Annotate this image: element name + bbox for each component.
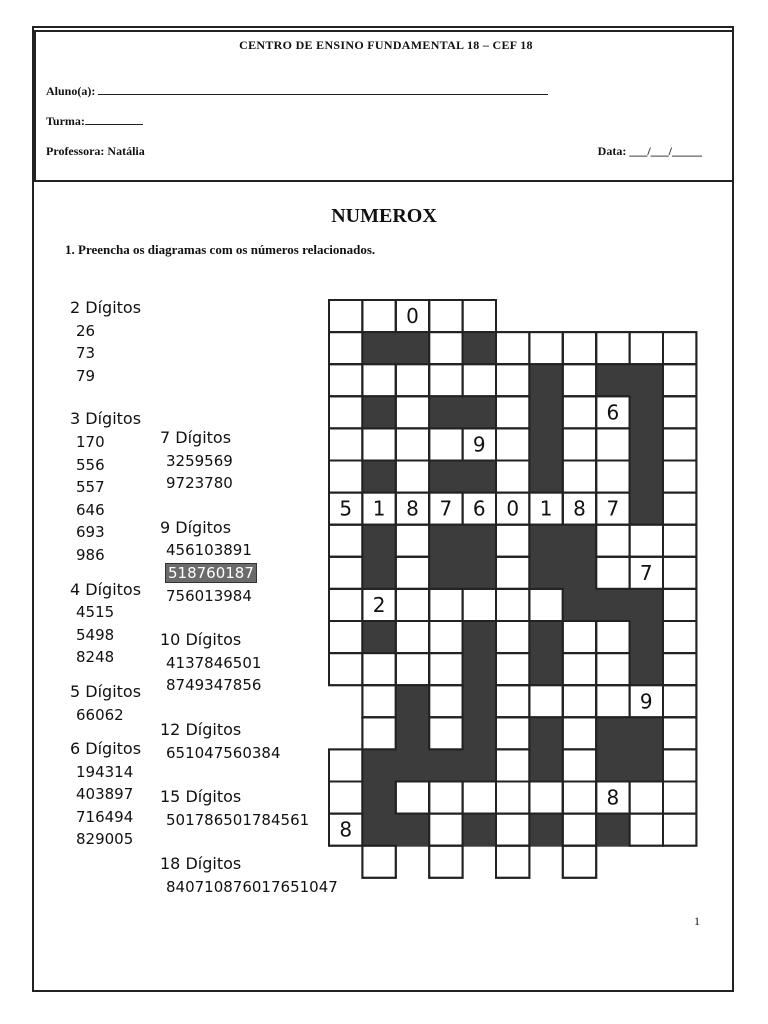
grid-cell[interactable]: [496, 685, 529, 717]
grid-cell[interactable]: [329, 461, 362, 493]
list-item: 840710876017651047: [166, 877, 338, 896]
grid-cell-blocked: [529, 364, 562, 396]
grid-cell-blocked: [396, 717, 429, 749]
grid-digit: 7: [639, 560, 653, 585]
grid-cell[interactable]: [496, 332, 529, 364]
grid-cell-blocked: [429, 525, 462, 557]
list-item: 3259569: [166, 451, 233, 470]
grid-cell[interactable]: [429, 846, 462, 878]
grid-cell[interactable]: [429, 782, 462, 814]
grid-cell[interactable]: [463, 589, 496, 621]
list-heading: 7 Dígitos: [160, 428, 232, 447]
grid-cell[interactable]: [563, 846, 596, 878]
grid-cell[interactable]: [663, 525, 696, 557]
grid-cell[interactable]: [429, 300, 462, 332]
list-item: 556: [76, 455, 105, 474]
grid-cell[interactable]: [496, 557, 529, 589]
grid-cell[interactable]: [496, 396, 529, 428]
grid-cell-blocked: [463, 749, 496, 781]
grid-cell[interactable]: [496, 525, 529, 557]
grid-cell[interactable]: [596, 685, 629, 717]
grid-cell[interactable]: [362, 653, 395, 685]
grid-digit: 6: [606, 400, 620, 425]
list-heading: 4 Dígitos: [70, 579, 142, 599]
grid-cell-blocked: [596, 814, 629, 846]
teacher-label: Professora: Natália: [46, 144, 145, 158]
grid-cell[interactable]: [563, 396, 596, 428]
grid-cell[interactable]: [496, 717, 529, 749]
grid-cell-blocked: [429, 557, 462, 589]
grid-cell[interactable]: [362, 685, 395, 717]
grid-cell-blocked: [529, 525, 562, 557]
grid-cell[interactable]: [396, 621, 429, 653]
grid-cell-blocked: [529, 428, 562, 460]
grid-cell[interactable]: [396, 782, 429, 814]
list-item: 4515: [76, 603, 115, 622]
grid-cell-blocked: [362, 557, 395, 589]
list-item: 194314: [76, 762, 134, 781]
grid-cell-blocked: [529, 557, 562, 589]
grid-digit: 8: [339, 817, 353, 842]
list-heading: 18 Dígitos: [160, 854, 242, 874]
grid-cell-blocked: [563, 557, 596, 589]
grid-cell[interactable]: [663, 749, 696, 781]
list-item: 756013984: [166, 586, 252, 605]
grid-cell[interactable]: [362, 364, 395, 396]
grid-cell-blocked: [362, 814, 395, 846]
grid-cell-blocked: [362, 749, 395, 781]
class-label: Turma:: [46, 114, 85, 128]
list-item: 403897: [76, 785, 134, 804]
grid-cell-blocked: [630, 621, 663, 653]
grid-cell[interactable]: [329, 621, 362, 653]
grid-cell[interactable]: [630, 332, 663, 364]
grid-cell[interactable]: [563, 332, 596, 364]
page-number: 1: [694, 914, 700, 928]
list-item: 829005: [76, 830, 134, 849]
grid-cell-blocked: [463, 685, 496, 717]
grid-cell[interactable]: [663, 653, 696, 685]
grid-cell-blocked: [463, 525, 496, 557]
grid-cell-blocked: [630, 428, 663, 460]
grid-cell[interactable]: [663, 589, 696, 621]
grid-cell[interactable]: [596, 557, 629, 589]
grid-cell[interactable]: [329, 782, 362, 814]
list-item: 651047560384: [166, 743, 281, 762]
grid-cell-blocked: [463, 621, 496, 653]
grid-cell[interactable]: [630, 814, 663, 846]
grid-cell[interactable]: [663, 782, 696, 814]
grid-cell-blocked: [396, 332, 429, 364]
grid-cell[interactable]: [596, 461, 629, 493]
list-item: 73: [76, 344, 96, 363]
grid-cell[interactable]: [429, 653, 462, 685]
list-heading: 12 Dígitos: [160, 719, 242, 739]
grid-cell[interactable]: [529, 685, 562, 717]
grid-cell-blocked: [529, 717, 562, 749]
grid-digit: 9: [472, 432, 486, 457]
grid-cell[interactable]: [496, 814, 529, 846]
grid-cell[interactable]: [529, 782, 562, 814]
worksheet-title: NUMEROX: [331, 205, 437, 227]
list-item: 501786501784561: [166, 810, 310, 829]
list-item: 4137846501: [166, 653, 262, 672]
grid-cell[interactable]: [663, 461, 696, 493]
grid-cell[interactable]: [396, 428, 429, 460]
grid-cell[interactable]: [329, 749, 362, 781]
grid-cell[interactable]: [362, 300, 395, 332]
grid-cell-blocked: [630, 461, 663, 493]
grid-digit: 5: [339, 496, 353, 521]
grid-digit: 6: [472, 496, 486, 521]
list-item: 456103891: [166, 541, 252, 560]
list-item: 170: [76, 432, 105, 451]
instruction-text: 1. Preencha os diagramas com os números relacionados.: [65, 242, 376, 257]
grid-cell[interactable]: [630, 782, 663, 814]
grid-cell[interactable]: [429, 364, 462, 396]
grid-cell-blocked: [396, 749, 429, 781]
grid-cell-blocked: [463, 332, 496, 364]
grid-cell-blocked: [630, 749, 663, 781]
grid-cell-blocked: [362, 782, 395, 814]
grid-cell[interactable]: [496, 461, 529, 493]
date-field[interactable]: ___/___/_____: [629, 144, 702, 158]
grid-digit: 9: [639, 689, 653, 714]
grid-cell-blocked: [362, 332, 395, 364]
grid-cell[interactable]: [563, 428, 596, 460]
student-label: Aluno(a):: [46, 84, 96, 98]
grid-cell[interactable]: [596, 332, 629, 364]
grid-cell[interactable]: [663, 621, 696, 653]
grid-cell[interactable]: [429, 428, 462, 460]
grid-digit: 1: [372, 496, 386, 521]
grid-cell[interactable]: [329, 525, 362, 557]
grid-digit: 7: [439, 496, 453, 521]
grid-cell[interactable]: [496, 846, 529, 878]
grid-cell[interactable]: [663, 396, 696, 428]
grid-digit: 8: [606, 785, 620, 810]
grid-cell-blocked: [463, 814, 496, 846]
grid-cell[interactable]: [496, 589, 529, 621]
grid-cell[interactable]: [663, 685, 696, 717]
grid-cell[interactable]: [329, 332, 362, 364]
grid-cell[interactable]: [496, 653, 529, 685]
grid-cell[interactable]: [329, 364, 362, 396]
grid-cell[interactable]: [596, 525, 629, 557]
list-item: 557: [76, 478, 105, 497]
grid-cell[interactable]: [563, 782, 596, 814]
list-item: 5498: [76, 625, 115, 644]
grid-cell[interactable]: [496, 749, 529, 781]
grid-digit: 0: [406, 304, 419, 329]
grid-cell[interactable]: [362, 717, 395, 749]
grid-cell[interactable]: [463, 782, 496, 814]
grid-cell[interactable]: [563, 461, 596, 493]
grid-cell-blocked: [362, 621, 395, 653]
grid-cell[interactable]: [563, 717, 596, 749]
grid-cell[interactable]: [362, 846, 395, 878]
list-item: 716494: [76, 807, 134, 826]
list-heading: 9 Dígitos: [160, 517, 232, 537]
grid-cell-blocked: [529, 621, 562, 653]
grid-cell[interactable]: [429, 717, 462, 749]
grid-cell-blocked: [463, 461, 496, 493]
grid-cell[interactable]: [396, 557, 429, 589]
grid-cell[interactable]: [496, 621, 529, 653]
grid-cell[interactable]: [463, 364, 496, 396]
grid-cell-blocked: [463, 717, 496, 749]
grid-cell-blocked: [596, 749, 629, 781]
grid-cell[interactable]: [529, 589, 562, 621]
grid-cell-blocked: [563, 525, 596, 557]
grid-cell[interactable]: [362, 428, 395, 460]
grid-cell-blocked: [630, 589, 663, 621]
grid-digit: 2: [372, 593, 386, 617]
grid-cell-blocked: [463, 653, 496, 685]
grid-cell-blocked: [463, 557, 496, 589]
grid-cell-blocked: [362, 461, 395, 493]
grid-cell-blocked: [630, 396, 663, 428]
highlighted-number: 518760187: [168, 563, 254, 582]
list-item: 26: [76, 321, 96, 340]
grid-digit: 8: [406, 496, 419, 521]
grid-cell[interactable]: [663, 428, 696, 460]
grid-cell-blocked: [396, 685, 429, 717]
grid-cell-blocked: [596, 717, 629, 749]
grid-cell[interactable]: [563, 621, 596, 653]
list-heading: 3 Dígitos: [70, 409, 142, 429]
grid-cell[interactable]: [663, 717, 696, 749]
grid-cell[interactable]: [596, 621, 629, 653]
grid-cell[interactable]: [429, 685, 462, 717]
grid-cell-blocked: [529, 749, 562, 781]
grid-cell[interactable]: [563, 653, 596, 685]
list-item: 646: [76, 500, 105, 519]
grid-cell[interactable]: [396, 396, 429, 428]
grid-cell-blocked: [630, 364, 663, 396]
grid-cell[interactable]: [429, 589, 462, 621]
list-heading: 5 Dígitos: [70, 681, 142, 701]
grid-cell-blocked: [529, 461, 562, 493]
grid-cell-blocked: [429, 461, 462, 493]
grid-cell-blocked: [596, 589, 629, 621]
grid-cell[interactable]: [563, 685, 596, 717]
grid-cell[interactable]: [563, 364, 596, 396]
grid-cell[interactable]: [429, 621, 462, 653]
grid-cell-blocked: [429, 396, 462, 428]
list-item: 986: [76, 545, 105, 564]
list-item: 8749347856: [166, 676, 262, 695]
grid-cell-blocked: [596, 364, 629, 396]
grid-cell[interactable]: [563, 814, 596, 846]
grid-cell[interactable]: [329, 300, 362, 332]
grid-cell[interactable]: [396, 461, 429, 493]
grid-cell[interactable]: [429, 814, 462, 846]
grid-cell[interactable]: [396, 525, 429, 557]
list-heading: 15 Dígitos: [160, 787, 242, 807]
grid-cell[interactable]: [496, 428, 529, 460]
grid-cell-blocked: [630, 493, 663, 525]
grid-cell-blocked: [630, 717, 663, 749]
list-item: 66062: [76, 705, 124, 724]
grid-cell[interactable]: [496, 364, 529, 396]
grid-cell[interactable]: [396, 364, 429, 396]
grid-cell[interactable]: [529, 332, 562, 364]
grid-cell[interactable]: [563, 749, 596, 781]
list-heading: 10 Dígitos: [160, 630, 242, 650]
grid-cell[interactable]: [329, 396, 362, 428]
date-label: Data:: [597, 144, 627, 158]
grid-cell-blocked: [362, 396, 395, 428]
grid-cell-blocked: [563, 589, 596, 621]
list-heading: 6 Dígitos: [70, 739, 142, 759]
grid-cell[interactable]: [596, 653, 629, 685]
grid-cell[interactable]: [396, 653, 429, 685]
grid-cell[interactable]: [429, 332, 462, 364]
grid-cell-blocked: [529, 814, 562, 846]
grid-cell-blocked: [429, 749, 462, 781]
list-heading: 2 Dígitos: [70, 298, 142, 317]
list-item: 9723780: [166, 474, 233, 493]
grid-digit: 8: [573, 496, 586, 521]
grid-digit: 1: [539, 496, 553, 521]
list-item: 693: [76, 523, 105, 542]
grid-cell[interactable]: [329, 589, 362, 621]
list-item: 79: [76, 366, 96, 385]
grid-cell[interactable]: [496, 782, 529, 814]
grid-cell-blocked: [529, 396, 562, 428]
grid-digit: 0: [506, 496, 520, 521]
grid-cell-blocked: [463, 396, 496, 428]
grid-cell[interactable]: [663, 557, 696, 589]
grid-cell-blocked: [396, 814, 429, 846]
grid-cell[interactable]: [329, 653, 362, 685]
grid-cell[interactable]: [630, 525, 663, 557]
grid-cell-blocked: [362, 525, 395, 557]
grid-cell[interactable]: [329, 557, 362, 589]
grid-cell[interactable]: [663, 493, 696, 525]
grid-digit: 7: [606, 496, 620, 521]
grid-cell[interactable]: [663, 814, 696, 846]
grid-cell-blocked: [630, 653, 663, 685]
grid-cell[interactable]: [396, 589, 429, 621]
grid-cell[interactable]: [329, 428, 362, 460]
grid-cell[interactable]: [463, 300, 496, 332]
list-item: 8248: [76, 648, 115, 667]
grid-cell[interactable]: [596, 428, 629, 460]
grid-cell[interactable]: [663, 364, 696, 396]
grid-cell[interactable]: [663, 332, 696, 364]
school-name: CENTRO DE ENSINO FUNDAMENTAL 18 – CEF 18: [239, 38, 533, 52]
grid-cell-blocked: [529, 653, 562, 685]
